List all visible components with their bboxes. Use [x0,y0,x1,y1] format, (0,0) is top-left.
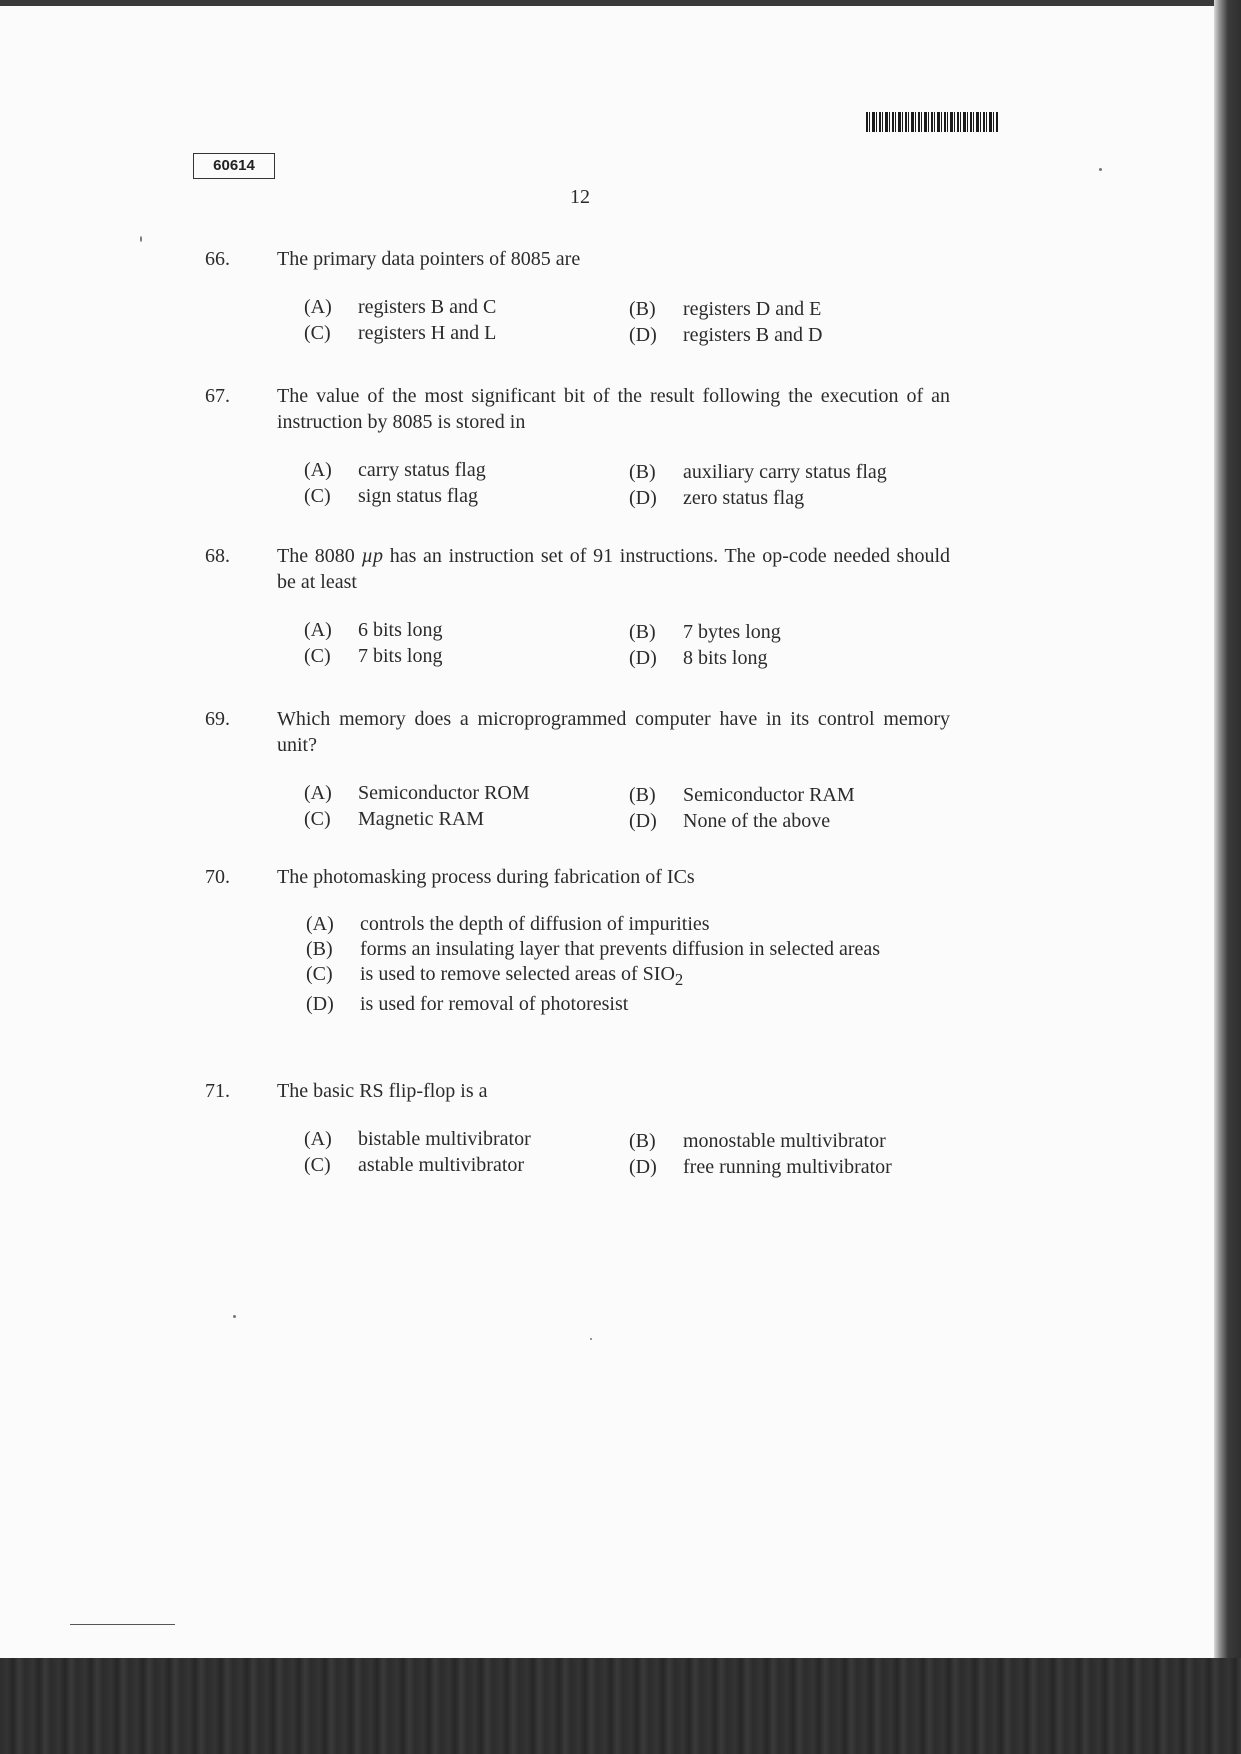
option-c [304,1152,524,1178]
options-grid [304,294,950,346]
option-text-wrapper [360,962,950,992]
question-text: Which memory does a microprogrammed computer have in its control memory unit? [277,708,950,756]
option-b [306,937,950,962]
options-grid [304,1126,950,1178]
question-text: The photomasking process during fabrication of ICs [277,866,695,888]
option-label: (D) [629,487,657,509]
option-c [304,643,442,669]
subscript: 2 [674,970,684,989]
option-text: controls the depth of diffusion of impurities [360,913,710,935]
question-number: 67. [205,385,230,407]
option-text: None of the above [683,810,831,832]
option-label: (D) [306,993,334,1015]
question-68 [205,543,950,669]
question-number: 71. [205,1080,230,1102]
option-text: 6 bits long [358,619,443,641]
option-label: (D) [629,810,657,832]
option-d [629,808,830,834]
question-number: 70. [205,866,230,888]
margin-mark [70,1624,175,1625]
option-text: forms an insulating layer that prevents diffusion in selected areas [360,938,881,960]
option-text: monostable multivibrator [683,1130,886,1152]
option-c [304,320,496,346]
option-label: (A) [306,913,334,935]
question-text: The primary data pointers of 8085 are [277,248,581,270]
option-label: (B) [629,784,656,806]
option-text: free running multivibrator [683,1156,892,1178]
option-label: (A) [304,782,332,804]
question-69 [205,706,950,832]
option-c [306,962,950,992]
option-text: 7 bits long [358,645,443,667]
option-b [629,782,855,808]
options-list [306,912,950,1017]
scan-speck [140,236,142,242]
option-label: (C) [306,963,333,985]
question-number: 69. [205,708,230,730]
barcode-icon [866,112,999,132]
option-text: Semiconductor ROM [358,782,530,804]
options-grid [304,780,950,832]
option-c [304,806,484,832]
option-text: registers B and C [358,296,497,318]
option-label: (B) [306,938,333,960]
option-c [304,483,478,509]
option-label: (B) [629,298,656,320]
option-d [629,485,804,511]
option-text: Magnetic RAM [358,808,485,830]
option-b [629,619,781,645]
option-a [304,457,486,483]
option-b [629,1128,886,1154]
option-a [306,912,950,937]
option-a [304,617,442,643]
options-grid [304,617,950,669]
option-text: registers B and D [683,324,823,346]
question-text-part: has an instruction set of 91 instructions. The op-code needed should be at least [277,545,950,593]
question-number: 66. [205,248,230,270]
paper-code-box: 60614 [193,153,275,179]
option-label: (C) [304,485,331,507]
option-label: (D) [629,324,657,346]
option-d [306,992,950,1017]
page-number: 12 [570,186,590,208]
option-text: registers H and L [358,322,497,344]
option-label: (A) [304,619,332,641]
option-text: auxiliary carry status flag [683,461,887,483]
micro-symbol: µp [361,545,384,567]
option-d [629,645,767,671]
option-label: (B) [629,461,656,483]
question-number: 68. [205,545,230,567]
option-text: sign status flag [358,485,478,507]
option-b [629,459,887,485]
question-67 [205,383,950,509]
option-label: (C) [304,645,331,667]
question-text-part: The 8080 [277,545,362,567]
option-d [629,322,822,348]
option-text: is used to remove selected areas of SIO [360,963,675,985]
scan-edge-bottom [0,1658,1241,1754]
option-text: carry status flag [358,459,486,481]
option-text: zero status flag [683,487,805,509]
option-label: (D) [629,1156,657,1178]
option-label: (A) [304,1128,332,1150]
option-text: registers D and E [683,298,822,320]
option-a [304,1126,531,1152]
question-text: The value of the most significant bit of the result following the execution of an instruction by 8085 is stored in [277,385,950,433]
question-66 [205,246,950,346]
option-label: (D) [629,647,657,669]
option-label: (C) [304,322,331,344]
option-b [629,296,821,322]
scan-speck [1099,168,1102,171]
scan-speck [590,1338,592,1340]
options-grid [304,457,950,509]
question-71 [205,1078,950,1178]
option-text: bistable multivibrator [358,1128,531,1150]
option-text: Semiconductor RAM [683,784,855,806]
option-a [304,780,530,806]
option-label: (C) [304,1154,331,1176]
option-text: is used for removal of photoresist [360,993,629,1015]
question-70 [205,864,950,1017]
option-d [629,1154,892,1180]
option-label: (B) [629,621,656,643]
option-a [304,294,496,320]
question-text [277,543,950,595]
option-text: 7 bytes long [683,621,781,643]
option-label: (A) [304,459,332,481]
option-label: (C) [304,808,331,830]
option-text: astable multivibrator [358,1154,525,1176]
option-label: (A) [304,296,332,318]
option-text: 8 bits long [683,647,768,669]
question-text: The basic RS flip-flop is a [277,1080,488,1102]
scan-speck [233,1315,236,1318]
scan-edge-right [1214,0,1241,1754]
option-label: (B) [629,1130,656,1152]
